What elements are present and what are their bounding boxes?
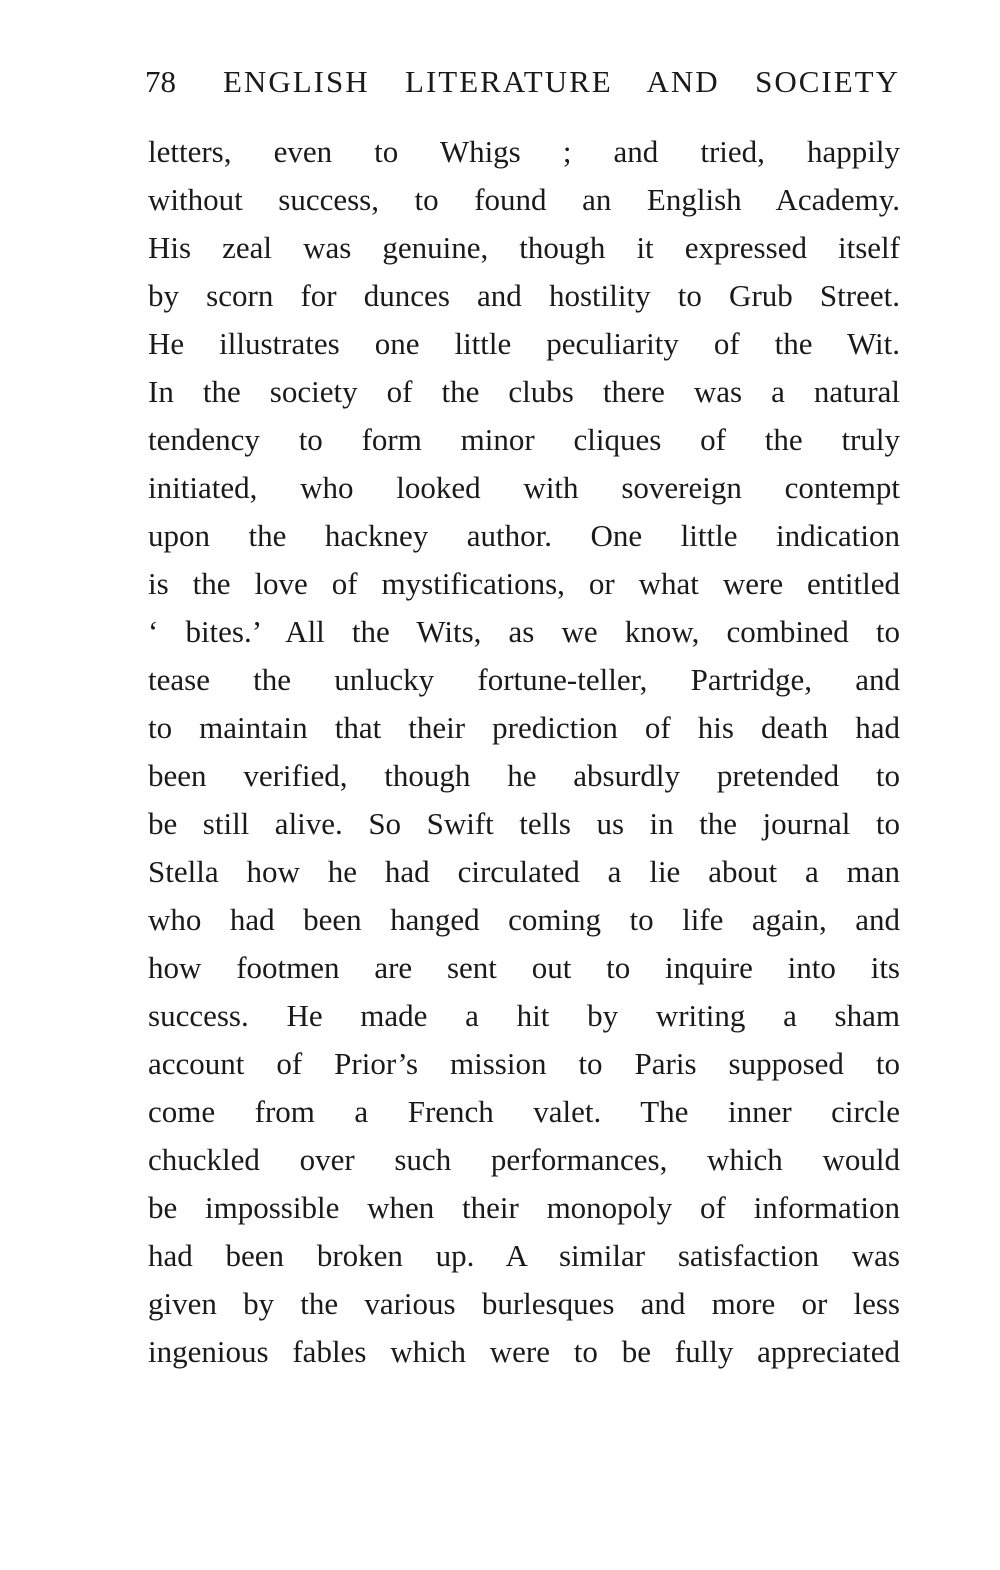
running-title: ENGLISH LITERATURE AND SOCIETY: [223, 64, 900, 99]
body-text: [148, 128, 900, 1376]
text-line: Stella how he had circulated a lie about a man: [148, 854, 900, 889]
text-line: come from a French valet. The inner circle: [148, 1094, 900, 1129]
text-line: success. He made a hit by writing a sham: [148, 998, 900, 1033]
text-line: letters, even to Whigs ; and tried, happily: [148, 134, 900, 169]
text-line: In the society of the clubs there was a natural: [148, 374, 900, 409]
text-line: His zeal was genuine, though it expressed itself: [148, 230, 900, 265]
running-head: [145, 60, 900, 104]
text-line: chuckled over such performances, which would: [148, 1142, 900, 1177]
text-line: tendency to form minor cliques of the truly: [148, 422, 900, 457]
text-line: be impossible when their monopoly of information: [148, 1190, 900, 1225]
text-line: had been broken up. A similar satisfaction was: [148, 1238, 900, 1273]
text-line: tease the unlucky fortune-teller, Partridge, and: [148, 662, 900, 697]
text-line: to maintain that their prediction of his death had: [148, 710, 900, 745]
text-line: how footmen are sent out to inquire into its: [148, 950, 900, 985]
text-line: by scorn for dunces and hostility to Grub Street.: [148, 278, 900, 313]
text-line: been verified, though he absurdly pretended to: [148, 758, 900, 793]
text-line: initiated, who looked with sovereign contempt: [148, 470, 900, 505]
text-line: without success, to found an English Academy.: [148, 182, 900, 217]
text-line: upon the hackney author. One little indication: [148, 518, 900, 553]
text-line: be still alive. So Swift tells us in the journal to: [148, 806, 900, 841]
text-line: account of Prior’s mission to Paris supposed to: [148, 1046, 900, 1081]
text-line: ‘ bites.’ All the Wits, as we know, combined to: [148, 614, 900, 649]
page-number: 78: [145, 64, 176, 99]
text-line: ingenious fables which were to be fully appreciated: [148, 1334, 900, 1369]
text-line: He illustrates one little peculiarity of the Wit.: [148, 326, 900, 361]
text-line: is the love of mystifications, or what were entitled: [148, 566, 900, 601]
text-line: who had been hanged coming to life again, and: [148, 902, 900, 937]
text-line: given by the various burlesques and more or less: [148, 1286, 900, 1321]
